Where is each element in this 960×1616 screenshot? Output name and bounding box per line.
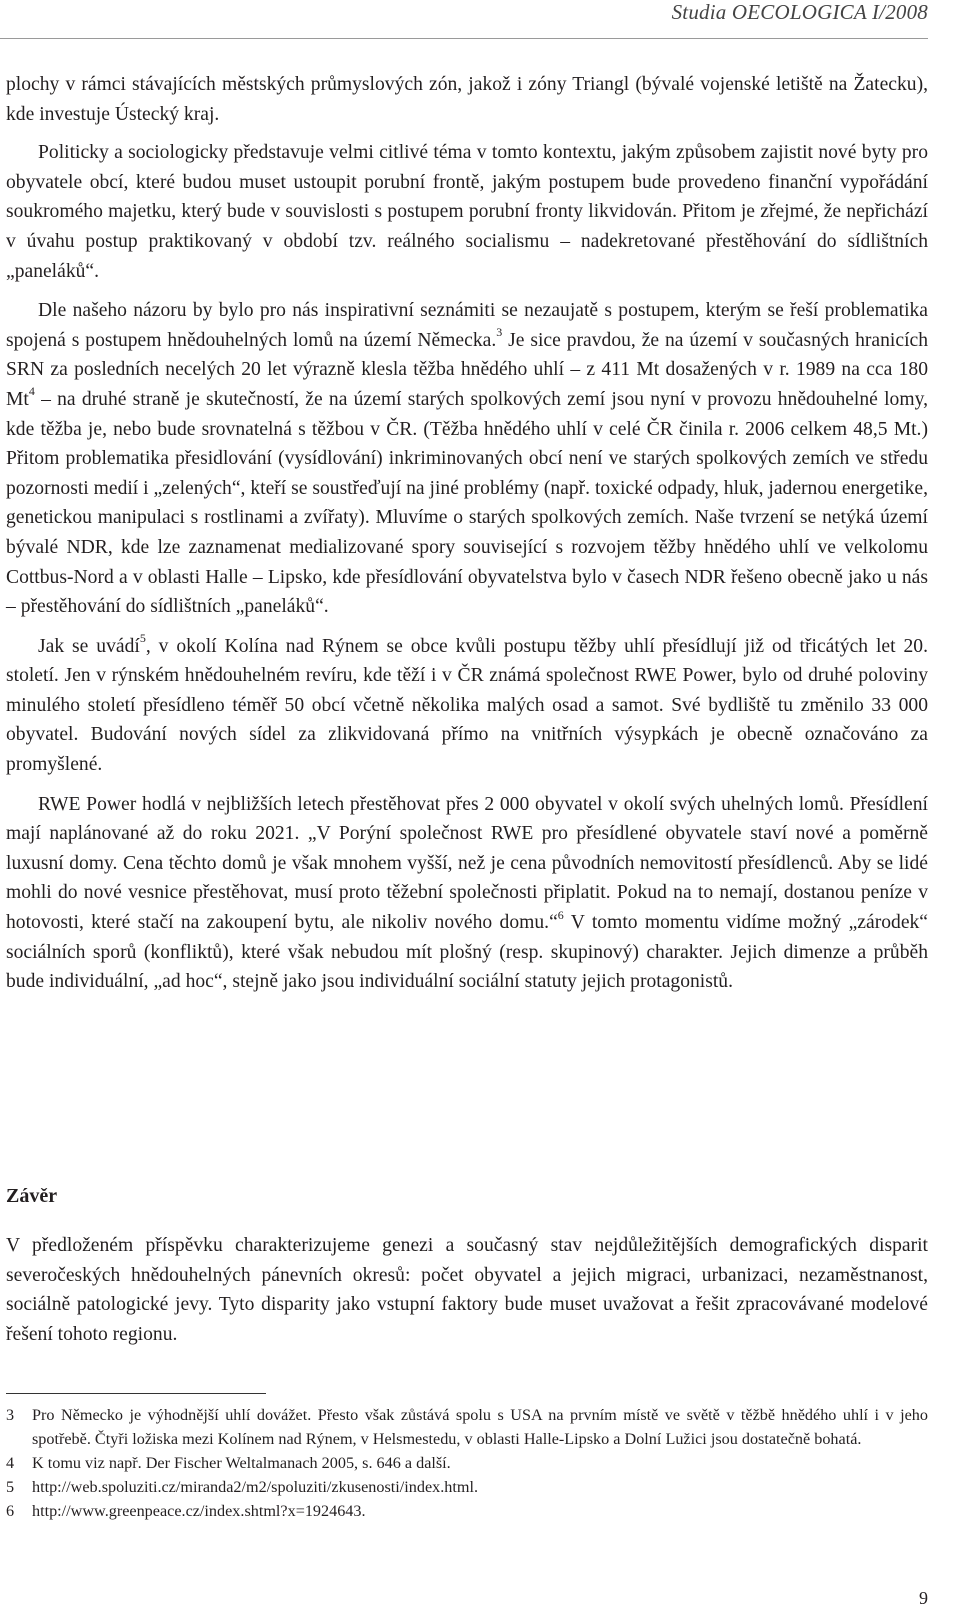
journal-title: Studia OECOLOGICA I/2008 <box>671 0 928 24</box>
paragraph <box>6 632 928 780</box>
footnote-ref[interactable]: 4 <box>28 384 35 399</box>
section-heading: Závěr <box>6 1185 58 1207</box>
paragraph-text: RWE Power hodlá v nejbližších letech přestěhovat přes 2 000 obyvatel v okolí svých uhelných lomů. Přesídlení mají naplánované až do roku 2021. „V Porýní společnost RWE pro přesídlené obyvatele staví nové a poměrně luxusní domy. Cena těchto domů je však mnohem vyšší, než je cena původních nemovitostí přesídlenců. Aby se lidé mohli do nové vesnice přestěhovat, musí proto těžební společnosti připlatit. Pokud na to nemají, dostanou peníze v hotovosti, které stačí na zakoupení bytu, ale nikoliv nového domu.“ <box>6 793 928 934</box>
paragraph-text: , v okolí Kolína nad Rýnem se obce kvůli postupu těžby uhlí přesídlují již od třicátých let 20. století. Jen v rýnském hnědouhelném revíru, kde těží i v ČR známá společnost RWE Power, bylo od druhé poloviny minulého století přesídleno téměř 50 obcí včetně několika malých osad a samot. Své bydliště tu změnilo 33 000 obyvatel. Budování nových sídel za zlikvidovaná přímo na vnitřních výsypkách je obecně označováno za promyšlené. <box>6 635 928 776</box>
footnote-text: Pro Německo je výhodnější uhlí dovážet. Přesto však zůstává spolu s USA na prvním místě ve světě v těžbě hnědého uhlí i v jeho spotřebě. Čtyři ložiska mezi Kolínem nad Rýnem, v Helsmestedu, v oblasti Halle-Lipsko a Dolní Lužici jsou dostatečně bohatá. <box>32 1406 928 1448</box>
footnote <box>6 1499 928 1523</box>
footnote-divider <box>6 1393 266 1394</box>
footnote <box>6 1475 928 1499</box>
footnote-number: 6 <box>6 1502 15 1520</box>
footnote <box>6 1451 928 1475</box>
paragraph <box>6 790 928 997</box>
paragraph-text: Dle našeho názoru by bylo pro nás inspirativní seznámiti se nezaujatě s postupem, kterým se řeší problematika spojená s postupem hnědouhelných lomů na území Německa. <box>6 300 928 351</box>
paragraph-text: – na druhé straně je skutečností, že na území starých spolkových zemí jsou nyní v provozu hnědouhelné lomy, kde těžba je, nebo bude srovnatelná s těžbou v ČR. (Těžba hnědého uhlí v celé ČR činila r. 2006 celkem 48,5 Mt.) Přitom problematika přesidlování (vysídlování) inkriminovaných obcí není ve starých spolkových zemích ve středu pozornosti medií i „zelených“, kteří se soustřeďují na jiné problémy (např. toxické odpady, hluk, jadernou energetike, genetickou manipulaci s rostlinami a zvířaty). Mluvíme o starých spolkových zemích. Naše tvrzení se netýká území bývalé NDR, kde lze zaznamenat medializované spory související s rozvojem těžby hnědého uhlí ve velkolomu Cottbus-Nord a v oblasti Halle – Lipsko, kde přesídlování obyvatelstva bylo v časech NDR řešeno obecně jako u nás – přestěhování do sídlištních „paneláků“. <box>6 388 928 618</box>
paragraph-text: Je sice pravdou, že na území v současných hranicích SRN za posledních necelých 20 let výrazně klesla těžba hnědého uhlí – z 411 Mt dosažených v r. 1989 na cca 180 Mt <box>6 329 929 410</box>
article-body <box>6 70 928 1007</box>
footnote-number: 3 <box>6 1406 15 1424</box>
paragraph-text: V tomto momentu vidíme možný „zárodek“ sociálních sporů (konfliktů), které však nebudou mít plošný (resp. skupinový) charakter. Jejich dimenze a průběh bude individuální, „ad hoc“, stejně jako jsou individuální sociální statuty jejich protagonistů. <box>6 912 929 993</box>
footnote <box>6 1403 928 1451</box>
paragraph-text: Jak se uvádí <box>38 635 140 657</box>
footnote-link[interactable]: http://www.greenpeace.cz/index.shtml?x=1924643. <box>32 1502 366 1520</box>
footnote-ref[interactable]: 3 <box>496 325 503 340</box>
footnotes <box>6 1403 928 1523</box>
footnote-text: K tomu viz např. Der Fischer Weltalmanach 2005, s. 646 a další. <box>32 1454 451 1472</box>
paragraph: plochy v rámci stávajících městských průmyslových zón, jakož i zóny Triangl (bývalé vojenské letiště na Žatecku), kde investuje Ústecký kraj. <box>6 74 928 125</box>
footnote-number: 5 <box>6 1478 15 1496</box>
footnote-link[interactable]: http://web.spoluziti.cz/miranda2/m2/spoluziti/zkusenosti/index.html. <box>32 1478 478 1496</box>
paragraph: Politicky a sociologicky představuje velmi citlivé téma v tomto kontextu, jakým způsobem zajistit nové byty pro obyvatele obcí, které budou muset ustoupit porubní frontě, jakým postupem bude provedeno finanční vypořádání soukromého majetku, který bude v souvislosti s postupem porubní fronty likvidován. Přitom je zřejmé, že nepřichází v úvahu postup praktikovaný v období tzv. reálného socialismu – nadekretované přestěhování do sídlištních „paneláků“. <box>6 142 928 282</box>
running-header <box>0 0 928 39</box>
footnote-number: 4 <box>6 1454 15 1472</box>
page-number: 9 <box>919 1588 928 1608</box>
paragraph <box>6 296 928 622</box>
footnote-ref[interactable]: 6 <box>557 907 564 922</box>
conclusion-paragraph: V předloženém příspěvku charakterizujeme genezi a současný stav nejdůležitějších demografických disparit severočeských hnědouhelných pánevních okresů: počet obyvatel a jejich migraci, urbanizaci, nezaměstnanost, sociálně patologické jevy. Tyto disparity jako vstupní faktory bude muset uvažovat a řešit zpracovávané modelové řešení tohoto regionu. <box>6 1235 928 1345</box>
footnote-ref[interactable]: 5 <box>139 631 146 646</box>
